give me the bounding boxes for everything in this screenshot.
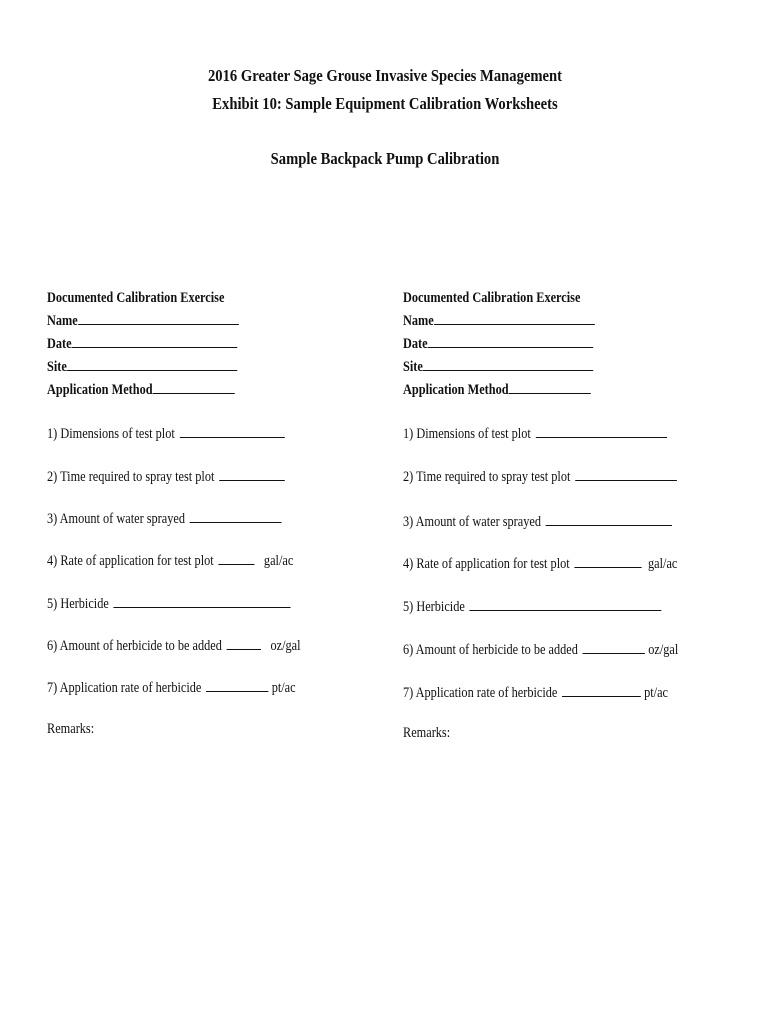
date-label: Date — [403, 336, 428, 352]
remarks-label: Remarks: — [403, 725, 451, 741]
item-rate: 4) Rate of application for test plot gal/ac — [403, 553, 677, 574]
rate-unit: gal/ac — [648, 556, 678, 572]
name-field[interactable] — [47, 310, 326, 333]
dimensions-blank[interactable] — [180, 423, 285, 438]
method-blank[interactable] — [153, 379, 235, 394]
item-herbicide: 5) Herbicide — [403, 596, 662, 617]
name-blank[interactable] — [434, 310, 595, 325]
site-field[interactable] — [403, 356, 682, 379]
name-label: Name — [47, 313, 78, 329]
water-blank[interactable] — [190, 508, 282, 523]
site-blank[interactable] — [67, 356, 238, 371]
method-label: Application Method — [403, 382, 509, 398]
water-blank[interactable] — [546, 511, 672, 526]
item-dimensions: 1) Dimensions of test plot — [47, 423, 285, 444]
time-blank[interactable] — [575, 466, 677, 481]
herbicide-blank[interactable] — [470, 596, 662, 611]
item-time: 2) Time required to spray test plot — [47, 466, 285, 487]
exercise-title: Documented Calibration Exercise — [403, 290, 581, 306]
rate-blank[interactable] — [219, 550, 255, 565]
method-field[interactable] — [47, 379, 326, 402]
site-label: Site — [403, 359, 423, 375]
date-field[interactable] — [403, 333, 682, 356]
herbicide-amount-blank[interactable] — [583, 639, 645, 654]
method-blank[interactable] — [509, 379, 591, 394]
herbicide-amount-blank[interactable] — [227, 635, 261, 650]
exercise-title: Documented Calibration Exercise — [47, 290, 225, 306]
date-field[interactable] — [47, 333, 326, 356]
application-rate-blank[interactable] — [562, 682, 641, 697]
dimensions-blank[interactable] — [536, 423, 667, 438]
site-label: Site — [47, 359, 67, 375]
item-time: 2) Time required to spray test plot — [403, 466, 677, 487]
item-water: 3) Amount of water sprayed — [47, 508, 282, 529]
remarks-label: Remarks: — [47, 721, 95, 737]
item-application-rate: 7) Application rate of herbicide pt/ac — [403, 682, 668, 703]
method-field[interactable] — [403, 379, 682, 402]
item-herbicide-amount: 6) Amount of herbicide to be added oz/gal — [403, 639, 678, 660]
worksheet-right — [403, 287, 743, 741]
item-dimensions: 1) Dimensions of test plot — [403, 423, 667, 444]
item-water: 3) Amount of water sprayed — [403, 511, 672, 532]
method-label: Application Method — [47, 382, 153, 398]
document-title-line-2: Exhibit 10: Sample Equipment Calibration Worksheets — [212, 94, 558, 113]
application-rate-blank[interactable] — [206, 677, 268, 692]
date-blank[interactable] — [72, 333, 238, 348]
item-rate: 4) Rate of application for test plot gal/ac — [47, 550, 293, 571]
item-herbicide-amount: 6) Amount of herbicide to be added oz/gal — [47, 635, 301, 656]
herbicide-blank[interactable] — [114, 593, 291, 608]
application-rate-unit: pt/ac — [271, 680, 296, 696]
site-field[interactable] — [47, 356, 326, 379]
document-title-line-1: 2016 Greater Sage Grouse Invasive Species Management — [207, 66, 563, 85]
herbicide-amount-unit: oz/gal — [648, 642, 679, 658]
rate-unit: gal/ac — [263, 553, 294, 569]
document-subtitle: Sample Backpack Pump Calibration — [270, 149, 500, 168]
name-label: Name — [403, 313, 434, 329]
rate-blank[interactable] — [575, 553, 642, 568]
application-rate-unit: pt/ac — [644, 685, 669, 701]
worksheet-left — [47, 287, 387, 737]
item-herbicide: 5) Herbicide — [47, 593, 291, 614]
herbicide-amount-unit: oz/gal — [270, 638, 301, 654]
name-blank[interactable] — [78, 310, 239, 325]
site-blank[interactable] — [423, 356, 594, 371]
time-blank[interactable] — [219, 466, 285, 481]
date-blank[interactable] — [428, 333, 594, 348]
date-label: Date — [47, 336, 72, 352]
item-application-rate: 7) Application rate of herbicide pt/ac — [47, 677, 296, 698]
name-field[interactable] — [403, 310, 682, 333]
